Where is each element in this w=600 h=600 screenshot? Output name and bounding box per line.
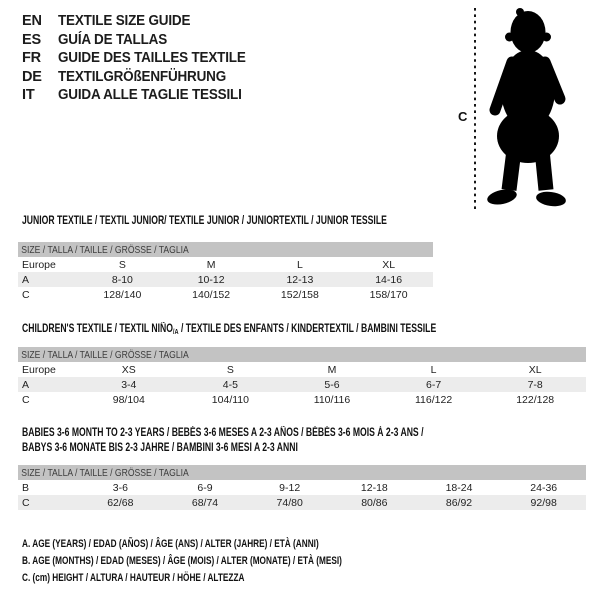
baby-silhouette xyxy=(486,8,567,208)
table-cell: L xyxy=(296,258,303,271)
table-cell: 92/98 xyxy=(530,496,557,509)
language-code: IT xyxy=(22,87,35,104)
table-cell: XL xyxy=(382,258,396,271)
table-cell: M xyxy=(206,258,216,271)
language-row-en xyxy=(22,12,260,31)
table-cell: 62/68 xyxy=(107,496,134,509)
guide-title: TEXTILE SIZE GUIDE xyxy=(58,13,191,30)
language-row-de xyxy=(22,68,260,87)
babies-size-table xyxy=(18,465,586,510)
language-code: DE xyxy=(22,68,42,85)
table-cell: 10-12 xyxy=(197,273,225,286)
size-header-label: SIZE / TALLA / TAILLE / GRÖSSE / TAGLIA xyxy=(21,348,189,361)
junior-size-table xyxy=(18,242,433,302)
table-cell: S xyxy=(226,363,234,376)
table-cell: 8-10 xyxy=(111,273,133,286)
table-row xyxy=(18,495,586,510)
height-figure xyxy=(450,2,598,214)
table-cell: 12-18 xyxy=(360,481,388,494)
junior-section-title: JUNIOR TEXTILE / TEXTIL JUNIOR/ TEXTILE JUNIOR / JUNIORTEXTIL / JUNIOR TESSILE xyxy=(22,215,387,227)
table-cell: 158/170 xyxy=(369,288,408,301)
guide-title: TEXTILGRÖßENFÜHRUNG xyxy=(58,68,227,85)
table-row xyxy=(18,257,433,272)
babies-title-line1: BABIES 3-6 MONTH TO 2-3 YEARS / BEBÉS 3-6 MESES A 2-3 AÑOS / BÉBÉS 3-6 MOIS À 2-3 ANS / xyxy=(22,427,424,439)
table-cell: 6-9 xyxy=(197,481,213,494)
table-cell: 3-4 xyxy=(121,378,137,391)
guide-title: GUIDE DES TAILLES TEXTILE xyxy=(58,50,246,67)
children-title-part1: CHILDREN'S TEXTILE / TEXTIL NIÑO xyxy=(22,323,173,335)
guide-title: GUIDA ALLE TAGLIE TESSILI xyxy=(58,87,242,104)
table-cell: 14-16 xyxy=(375,273,403,286)
table-cell: 128/140 xyxy=(103,288,142,301)
baby-silhouette-graphic xyxy=(450,2,598,214)
babies-title-line2: BABYS 3-6 MONATE BIS 2-3 JAHRE / BAMBINI 3-6 MESI A 2-3 ANNI xyxy=(22,442,298,454)
language-code: ES xyxy=(22,31,41,48)
children-title-subscript: /A xyxy=(172,327,179,336)
table-row xyxy=(18,272,433,287)
row-label: C xyxy=(22,288,30,301)
table-cell: XS xyxy=(121,363,136,376)
row-label: C xyxy=(22,393,30,406)
table-row xyxy=(18,362,586,377)
size-header-bar xyxy=(18,347,586,362)
table-cell: 12-13 xyxy=(286,273,314,286)
table-cell: L xyxy=(430,363,437,376)
table-cell: 122/128 xyxy=(516,393,555,406)
language-code: EN xyxy=(22,13,42,30)
measurement-legend xyxy=(22,536,449,587)
table-cell: 6-7 xyxy=(425,378,442,391)
row-label: A xyxy=(22,378,30,391)
table-cell: 86/92 xyxy=(445,496,473,509)
table-cell: XL xyxy=(528,363,542,376)
table-row xyxy=(18,480,586,495)
children-section-title xyxy=(22,322,436,339)
row-label: C xyxy=(22,496,30,509)
table-cell: S xyxy=(118,258,126,271)
table-cell: 7-8 xyxy=(527,378,543,391)
table-row xyxy=(18,287,433,302)
table-cell: 9-12 xyxy=(279,481,301,494)
language-row-fr xyxy=(22,49,260,68)
children-size-table xyxy=(18,347,586,407)
row-label: A xyxy=(22,273,30,286)
table-cell: 68/74 xyxy=(191,496,219,509)
table-row xyxy=(18,392,586,407)
size-header-label: SIZE / TALLA / TAILLE / GRÖSSE / TAGLIA xyxy=(21,243,189,256)
guide-title: GUÍA DE TALLAS xyxy=(58,31,168,48)
table-cell: 104/110 xyxy=(211,393,249,406)
table-cell: 5-6 xyxy=(324,378,340,391)
size-header-bar xyxy=(18,465,586,480)
table-cell: 140/152 xyxy=(192,288,231,301)
legend-line-a: A. AGE (YEARS) / EDAD (AÑOS) / ÂGE (ANS) / ALTER (JAHRE) / ETÀ (ANNI) xyxy=(22,538,319,550)
height-label: C xyxy=(458,109,468,124)
row-label: Europe xyxy=(22,258,56,271)
size-header-label: SIZE / TALLA / TAILLE / GRÖSSE / TAGLIA xyxy=(21,466,189,479)
row-label: Europe xyxy=(22,363,56,376)
row-label: B xyxy=(22,481,30,494)
table-cell: 80/86 xyxy=(361,496,388,509)
table-cell: 116/122 xyxy=(414,393,453,406)
children-title-part2: / TEXTILE DES ENFANTS / KINDERTEXTIL / BAMBINI TESSILE xyxy=(178,323,437,335)
babies-section-title xyxy=(22,426,423,456)
language-row-it xyxy=(22,86,260,105)
table-cell: 152/158 xyxy=(280,288,319,301)
legend-line-b: B. AGE (MONTHS) / EDAD (MESES) / ÂGE (MOIS) / ALTER (MONATE) / ETÀ (MESI) xyxy=(22,555,342,567)
size-header-bar xyxy=(18,242,433,257)
table-cell: 110/116 xyxy=(313,393,351,406)
language-header xyxy=(22,12,260,105)
table-cell: 18-24 xyxy=(445,481,473,494)
table-cell: M xyxy=(327,363,337,376)
table-cell: 98/104 xyxy=(112,393,145,406)
table-cell: 4-5 xyxy=(222,378,238,391)
legend-line-c: C. (cm) HEIGHT / ALTURA / HAUTEUR / HÖHE / ALTEZZA xyxy=(22,572,245,584)
table-cell: 3-6 xyxy=(112,481,128,494)
language-row-es xyxy=(22,31,260,50)
table-row xyxy=(18,377,586,392)
language-code: FR xyxy=(22,50,41,67)
table-cell: 24-36 xyxy=(530,481,558,494)
table-cell: 74/80 xyxy=(276,496,303,509)
